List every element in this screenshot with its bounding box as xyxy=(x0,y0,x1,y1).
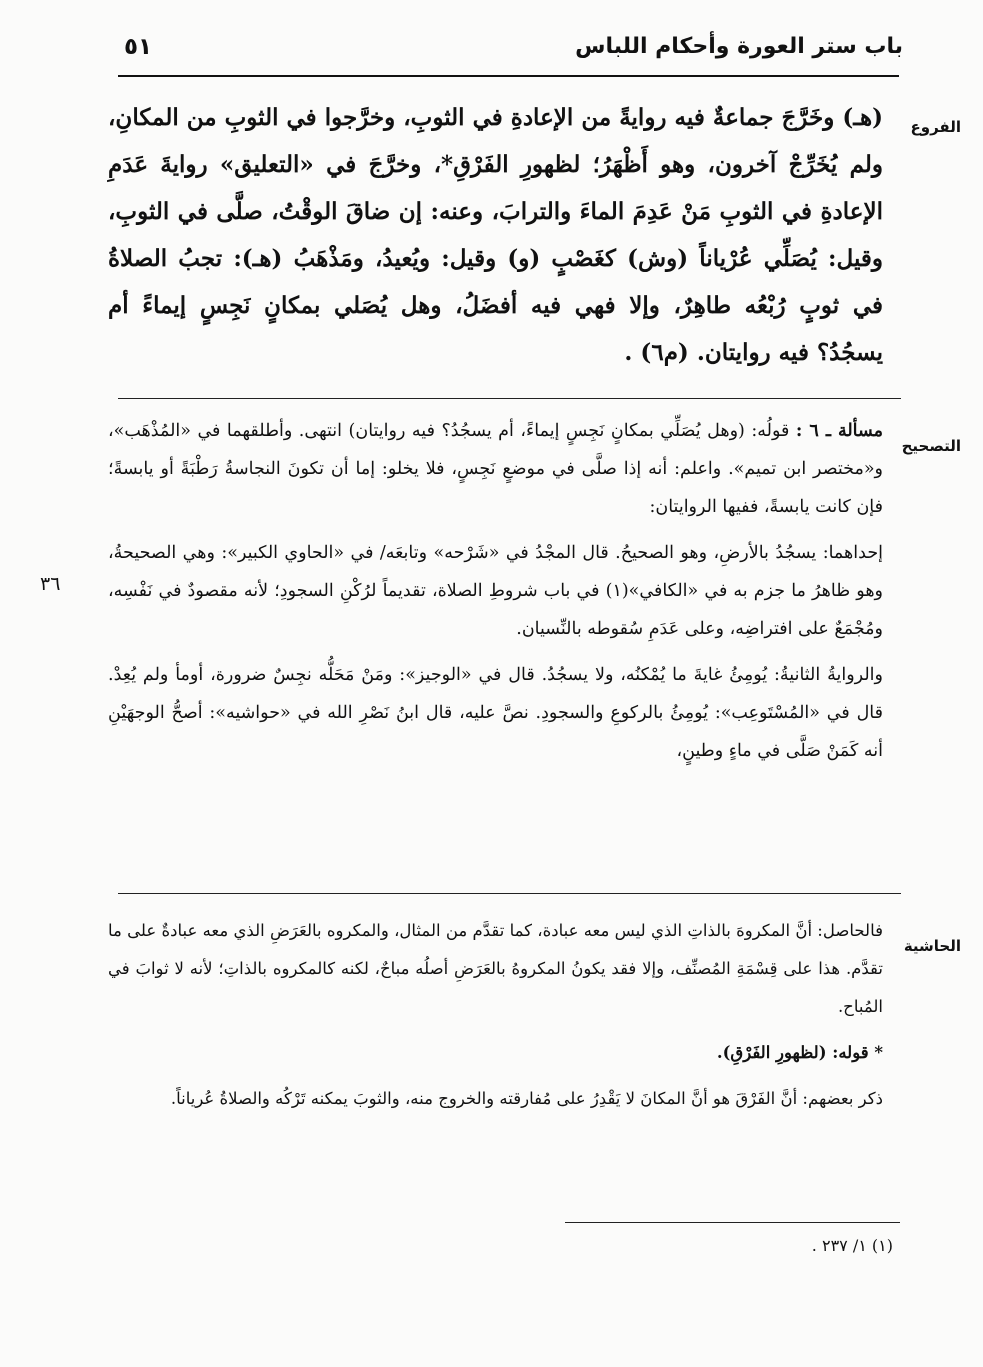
footnote: (١) ١/ ٢٣٧ . xyxy=(811,1236,893,1255)
section-separator-2 xyxy=(118,893,901,894)
tashih-text-1: قولُه: (وهل يُصَلِّي بمكانٍ نَجِسٍ إيماءً، أم يسجُدُ؟ فيه روايتان) انتهى. وأطلقهما في «المُذْهَب»، و«مختصر ابن تميم». واعلم: أنه إذا صلَّى في موضعٍ نَجِسٍ، فلا يخلو: إما أن تكونَ النجاسةُ رَطْبَةً أو يابسةً؛ فإن كانت يابسةً، ففيها الروايتان: xyxy=(108,421,883,517)
furu-paragraph: (هـ) وخَرَّجَ جماعةٌ فيه روايةً من الإعادةِ في الثوبِ، وخرَّجوا في الثوبِ من المكانِ، ولم يُخَرِّجْ آخرون، وهو أَظْهَرُ؛ لظهورِ الفَرْقِ*، وخرَّجَ في «التعليق» روايةَ عَدَمِ الإعادةِ في الثوبِ مَنْ عَدِمَ الماءَ والترابَ، وعنه: إن ضاقَ الوقْتُ، صلَّى في الثوبِ، وقيل: يُصَلِّي عُرْياناً (وش) كغَصْبٍ (و) وقيل: ويُعيدُ، ومَذْهَبُ (هـ): تجبُ الصلاةُ في ثوبٍ رُبْعُه طاهِرٌ، وإلا فهي فيه أفضَلُ، وهل يُصَلي بمكانٍ نَجِسٍ إيماءً أم يسجُدُ؟ فيه روايتان. (م٦) . xyxy=(108,104,883,366)
header-rule xyxy=(118,75,899,77)
section-separator-1 xyxy=(118,398,901,399)
margin-label-furu: الفروع xyxy=(910,118,961,136)
hashiya-quote: * قوله: (لظهورِ الفَرْقِ). xyxy=(716,1043,883,1062)
hashiya-section xyxy=(108,912,883,1126)
tashih-paragraph-2: إحداهما: يسجُدُ بالأرضِ، وهو الصحيحُ. قال المجْدُ في «شَرْحه» وتابعَه/ في «الحاوي الكبير»: وهي الصحيحةُ، وهو ظاهرُ ما جزم به في «الكافي»(١) في باب شروطِ الصلاة، تقديماً لرُكْنِ السجودِ؛ لأنه مقصودٌ في نَفْسِه، ومُجْمَعٌ على افتراضِه، وعلى عَدَمِ سُقوطه بالنِّسيان. xyxy=(108,543,884,639)
furu-section xyxy=(108,94,883,376)
hashiya-paragraph-1: فالحاصل: أنَّ المكروهَ بالذاتِ الذي ليس معه عبادة، كما تقدَّم من المثال، والمكروه بالعَرَضِ الذي معه عبادةٌ على ما تقدَّم. هذا على قِسْمَةِ المُصنِّف، وإلا فقد يكونُ المكروهُ بالعَرَضِ أصلُه مباحٌ، لكنه كالمكروه بالذاتِ؛ لأنه لا ثوابَ في المُباح. xyxy=(108,921,883,1016)
page-number: ٥١ xyxy=(124,34,153,60)
running-header-title: باب ستر العورة وأحكام اللباس xyxy=(575,34,903,59)
tashih-paragraph-3: والروايةُ الثانيةُ: يُومِئُ غايةَ ما يُمْكنُه، ولا يسجُدُ. قال في «الوجيز»: ومَنْ مَحَلُّه نجِسٌ ضرورة، أومأ ولم يُعِدْ. قال في «المُسْتَوعِب»: يُومِئُ بالركوعِ والسجودِ. نصَّ عليه، قال ابنُ نَصْرِ الله في «حواشيه»: أصحُّ الوجهَيْنِ أنه كَمَنْ صَلَّى في ماءٍ وطينٍ، xyxy=(108,665,883,761)
tashih-paragraph-1 xyxy=(108,412,883,526)
tashih-section xyxy=(108,412,883,778)
marginal-volume-page-number: ٣٦ xyxy=(40,573,61,595)
margin-label-tashih: التصحيح xyxy=(901,437,961,455)
margin-label-hashiya: الحاشية xyxy=(903,937,961,955)
mas-ala-label: مسألة ـ ٦ : xyxy=(795,421,883,441)
footnote-rule xyxy=(565,1222,900,1223)
hashiya-paragraph-2: ذكر بعضهم: أنَّ الفَرْقَ هو أنَّ المكانَ لا يَقْدِرُ على مُفارقته والخروج منه، والثوبَ يمكنه تَرْكُه والصلاةُ عُرياناً. xyxy=(170,1089,883,1108)
